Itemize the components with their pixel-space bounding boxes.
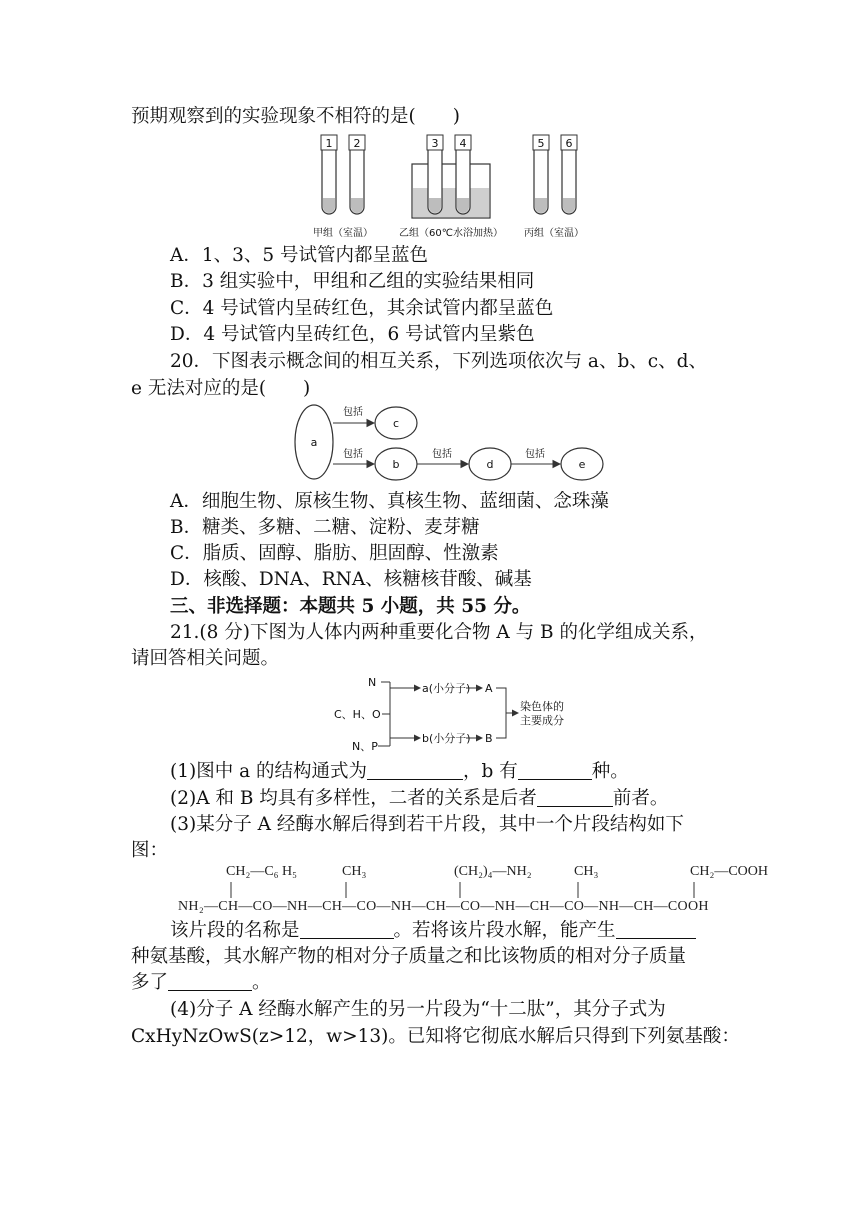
answer-blank[interactable] [367,761,463,780]
q20-option-c: C．脂质、固醇、脂肪、胆固醇、性激素 [170,543,499,564]
result-label: 主要成分 [520,714,564,727]
tube-number: 2 [353,137,361,150]
q21-part3-line-b: 种氨基酸，其水解产物的相对分子质量之和比该物质的相对分子质量 [131,946,687,967]
side-chain-4: CH₃ [574,864,599,879]
tube-number: 1 [325,137,333,150]
q19-option-b: B．3 组实验中，甲组和乙组的实验结果相同 [170,271,535,292]
group-label: 乙组（60℃水浴加热） [399,228,503,239]
q20-option-a: A．细胞生物、原核生物、真核生物、蓝细菌、念珠藻 [170,491,609,512]
answer-blank[interactable] [616,920,696,939]
side-chain-1: CH₂—C₆ H₅ [226,864,298,879]
group-label: 甲组（室温） [313,228,373,239]
node-e-label: e [578,458,586,471]
q21-part3-line1: (3)某分子 A 经酶水解后得到若干片段，其中一个片段结构如下 [170,814,684,835]
node-a-label: a [310,436,318,449]
q21-composition-diagram [328,674,578,754]
q20-stem-line2: e 无法对应的是( ) [131,378,311,399]
side-chain-3: (CH₂)₄—NH₂ [454,864,532,879]
q19-option-a: A．1、3、5 号试管内都呈蓝色 [170,245,429,266]
edge-label: 包括 [432,449,452,460]
q20-option-d: D．核酸、DNA、RNA、核糖核苷酸、碱基 [170,569,532,590]
q21-part1: (1)图中 a 的结构通式为 ，b 有 种。 [170,761,629,782]
q21-part3-line2: 图： [131,840,169,861]
side-chain-2: CH₃ [342,864,367,879]
macromolecule-b: B [485,732,493,745]
q20-option-b: B．糖类、多糖、二糖、淀粉、麦芽糖 [170,517,480,538]
q19-test-tube-figure [312,132,592,242]
answer-blank[interactable] [300,920,394,939]
element-cho: C、H、O [334,708,381,721]
tube-number: 5 [537,137,545,150]
q21-stem-line2: 请回答相关问题。 [131,648,280,669]
element-np: N、P [352,740,378,753]
q21-part3-line-c: 多了 。 [131,972,271,993]
q19-stem-tail: 预期观察到的实验现象不相符的是( ) [131,106,460,127]
q19-option-d: D．4 号试管内呈砖红色，6 号试管内呈紫色 [170,324,535,345]
side-chain-5: CH₂—COOH [690,864,768,879]
a-small-molecule-label: a(小分子) [422,682,471,695]
q20-stem-line1: 20．下图表示概念间的相互关系，下列选项依次与 a、b、c、d、 [170,351,707,372]
q21-part3-question: 该片段的名称是 。若将该片段水解，能产生 [170,918,696,944]
edge-label: 包括 [343,407,363,418]
answer-blank[interactable] [518,761,592,780]
macromolecule-a: A [485,682,493,695]
q21-stem-line1: 21.(8 分)下图为人体内两种重要化合物 A 与 B 的化学组成关系， [170,622,708,643]
q19-option-c: C．4 号试管内呈砖红色，其余试管内都呈蓝色 [170,298,554,319]
tube-number: 6 [565,137,573,150]
peptide-backbone: NH₂—CH—CO—NH—CH—CO—NH—CH—CO—NH—CH—CO—NH—CH—COOH [178,899,709,914]
section-heading: 三、非选择题：本题共 5 小题，共 55 分。 [170,596,531,617]
element-n: N [368,676,377,689]
result-label: 染色体的 [520,700,564,713]
peptide-bonds [0,880,860,900]
answer-blank[interactable] [537,788,613,807]
node-c-label: c [392,417,400,430]
q21-part2: (2)A 和 B 均具有多样性，二者的关系是后者 前者。 [170,788,669,809]
answer-blank[interactable] [168,972,252,991]
tube-number: 4 [459,137,467,150]
node-d-label: d [486,458,494,471]
edge-label: 包括 [343,449,363,460]
node-b-label: b [392,458,400,471]
b-small-molecule-label: b(小分子) [422,732,471,745]
q21-part4-line2: CxHyNzOwS(z>12，w>13)。已知将它彻底水解后只得到下列氨基酸： [131,1026,740,1047]
group-label: 丙组（室温） [524,228,584,239]
q20-concept-diagram [290,402,620,488]
edge-label: 包括 [525,449,545,460]
q21-part4-line1: (4)分子 A 经酶水解产生的另一片段为“十二肽”，其分子式为 [170,999,666,1020]
tube-number: 3 [431,137,439,150]
